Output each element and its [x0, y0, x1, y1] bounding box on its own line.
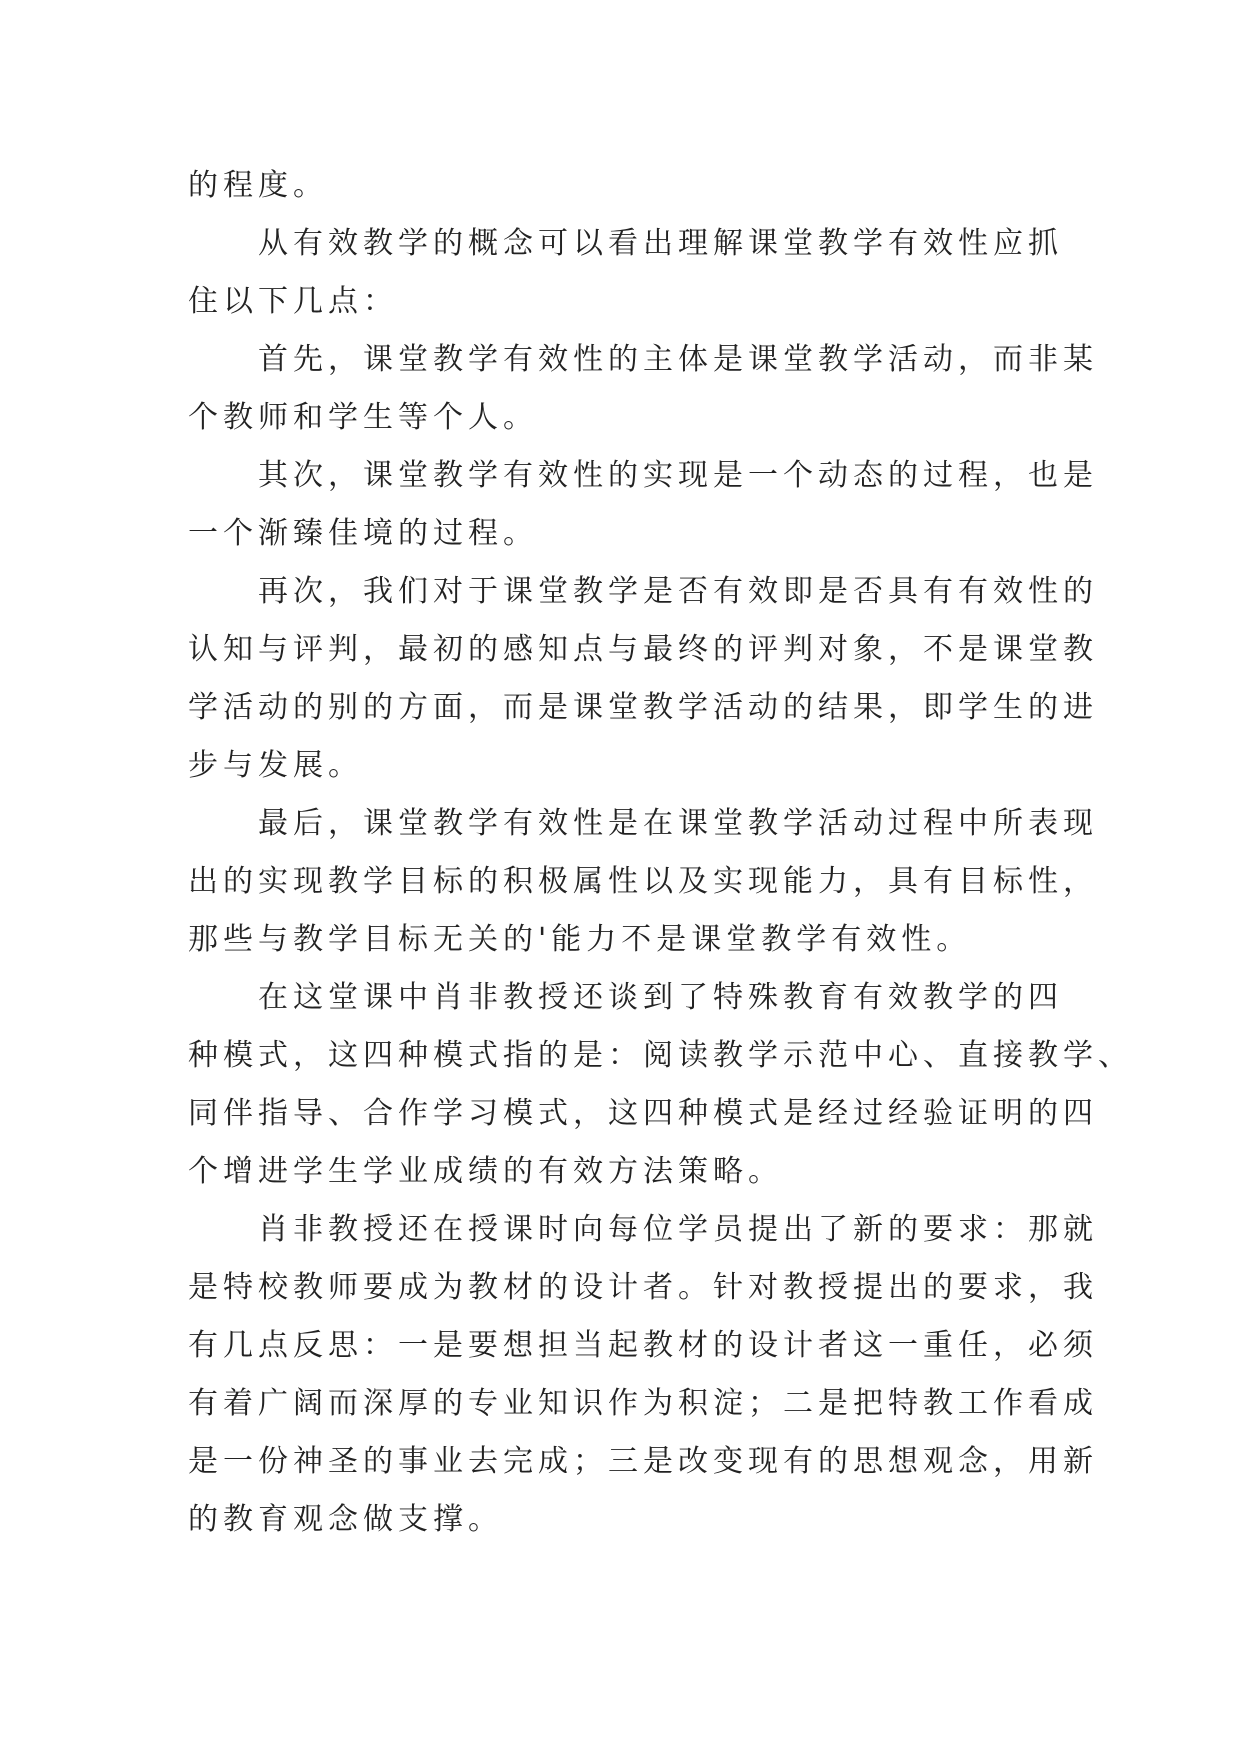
text-line: 肖非教授还在授课时向每位学员提出了新的要求：那就	[258, 1212, 1098, 1247]
text-line: 的程度。	[188, 168, 328, 203]
paragraph-final-point	[188, 795, 1098, 969]
text-line: 个教师和学生等个人。	[188, 400, 538, 435]
text-line: 再次，我们对于课堂教学是否有效即是否具有有效性的	[258, 574, 1098, 609]
text-line: 是特校教师要成为教材的设计者。针对教授提出的要求，我	[188, 1270, 1098, 1305]
paragraph-second-point	[188, 447, 1098, 563]
text-line: 从有效教学的概念可以看出理解课堂教学有效性应抓	[258, 226, 1063, 261]
text-line: 有着广阔而深厚的专业知识作为积淀；二是把特教工作看成	[188, 1386, 1098, 1421]
paragraph-four-models	[188, 969, 1133, 1201]
paragraph-effective-teaching-concept	[188, 215, 1068, 331]
text-line: 个增进学生学业成绩的有效方法策略。	[188, 1154, 783, 1189]
text-line: 最后，课堂教学有效性是在课堂教学活动过程中所表现	[258, 806, 1098, 841]
text-line: 步与发展。	[188, 748, 363, 783]
text-line: 有几点反思：一是要想担当起教材的设计者这一重任，必须	[188, 1328, 1098, 1363]
text-line: 学活动的别的方面，而是课堂教学活动的结果，即学生的进	[188, 690, 1098, 725]
text-line: 认知与评判，最初的感知点与最终的评判对象，不是课堂教	[188, 632, 1098, 667]
text-line: 首先，课堂教学有效性的主体是课堂教学活动，而非某	[258, 342, 1098, 377]
text-line: 一个渐臻佳境的过程。	[188, 516, 538, 551]
paragraph-new-requirements	[188, 1201, 1098, 1549]
document-body	[188, 157, 1133, 1549]
text-line: 种模式，这四种模式指的是：阅读教学示范中心、直接教学、	[188, 1038, 1133, 1073]
text-line: 出的实现教学目标的积极属性以及实现能力，具有目标性，	[188, 864, 1098, 899]
text-line: 是一份神圣的事业去完成；三是改变现有的思想观念，用新	[188, 1444, 1098, 1479]
paragraph-first-point	[188, 331, 1098, 447]
text-line: 的教育观念做支撑。	[188, 1502, 503, 1537]
text-line: 其次，课堂教学有效性的实现是一个动态的过程，也是	[258, 458, 1098, 493]
text-line: 在这堂课中肖非教授还谈到了特殊教育有效教学的四	[258, 980, 1063, 1015]
paragraph-continuation	[188, 157, 1068, 215]
text-line: 住以下几点：	[188, 284, 398, 319]
text-line: 同伴指导、合作学习模式，这四种模式是经过经验证明的四	[188, 1096, 1098, 1131]
text-line: 那些与教学目标无关的'能力不是课堂教学有效性。	[188, 922, 972, 957]
paragraph-third-point	[188, 563, 1098, 795]
